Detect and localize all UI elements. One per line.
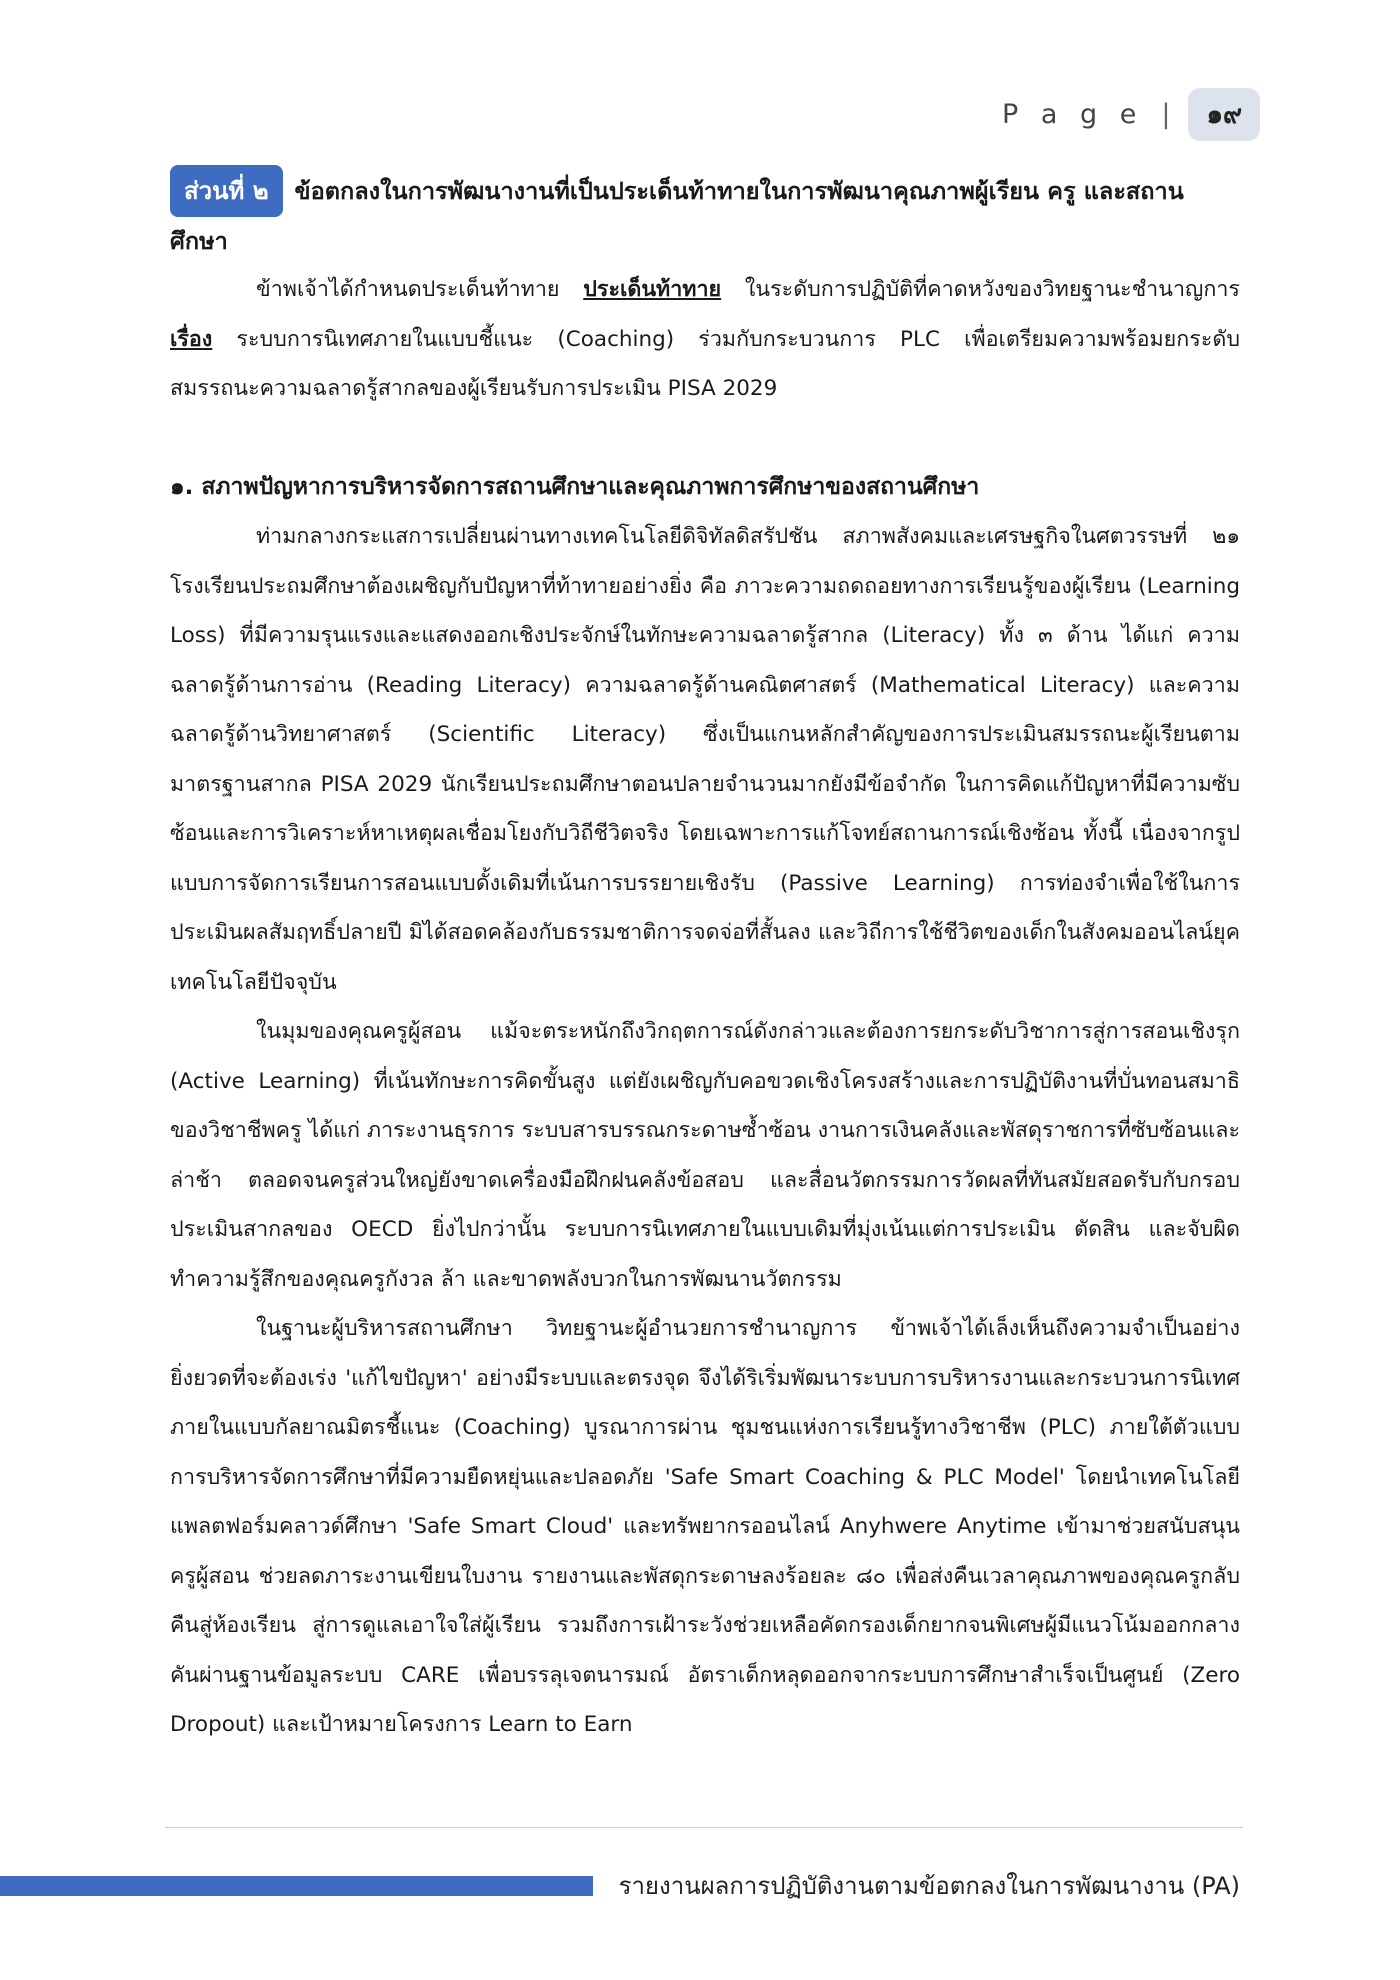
heading-problem-state: ๑. สภาพปัญหาการบริหารจัดการสถานศึกษาและคุณภาพการศึกษาของสถานศึกษา	[170, 473, 980, 500]
challenge-underlined: ประเด็นท้าทาย	[583, 277, 722, 302]
footer-divider	[165, 1827, 1243, 1828]
section-badge: ส่วนที่ ๒	[170, 165, 283, 217]
intro-text-1: ข้าพเจ้าได้กำหนดประเด็นท้าทาย	[256, 277, 584, 302]
topic-underlined: เรื่อง	[170, 326, 213, 352]
paragraph-2: ในมุมของคุณครูผู้สอน แม้จะตระหนักถึงวิกฤตการณ์ดังกล่าวและต้องการยกระดับวิชาการสู่การสอนเชิงรุก (Active Learning) ที่เน้นทักษะการคิดขั้นสูง แต่ยังเผชิญกับคอขวดเชิงโครงสร้างและการปฏิบัติงานที่บั่นทอนสมาธิของวิชาชีพครู ได้แก่ ภาระงานธุรการ ระบบสารบรรณกระดาษซ้ำซ้อน งานการเงินคลังและพัสดุราชการที่ซับซ้อนและล่าช้า ตลอดจนครูส่วนใหญ่ยังขาดเครื่องมือฝึกฝนคลังข้อสอบ และสื่อนวัตกรรมการวัดผลที่ทันสมัยสอดรับกับกรอบประเมินสากลของ OECD ยิ่งไปกว่านั้น ระบบการนิเทศภายในแบบเดิมที่มุ่งเน้นแต่การประเมิน ตัดสิน และจับผิด ทำความรู้สึกของคุณครูกังวล ล้า และขาดพลังบวกในการพัฒนานวัตกรรม	[170, 1019, 1240, 1292]
page-label: P a g e	[1002, 99, 1144, 130]
paragraph-3: ในฐานะผู้บริหารสถานศึกษา วิทยฐานะผู้อำนวยการชำนาญการ ข้าพเจ้าได้เล็งเห็นถึงความจำเป็นอย่างยิ่งยวดที่จะต้องเร่ง 'แก้ไขปัญหา' อย่างมีระบบและตรงจุด จึงได้ริเริ่มพัฒนาระบบการบริหารงานและกระบวนการนิเทศภายในแบบกัลยาณมิตรชี้แนะ (Coaching) บูรณาการผ่าน ชุมชนแห่งการเรียนรู้ทางวิชาชีพ (PLC) ภายใต้ตัวแบบการบริหารจัดการศึกษาที่มีความยืดหยุ่นและปลอดภัย 'Safe Smart Coaching & PLC Model' โดยนำเทคโนโลยีแพลตฟอร์มคลาวด์ศึกษา 'Safe Smart Cloud' และทรัพยากรออนไลน์ Anyhwere Anytime เข้ามาช่วยสนับสนุนครูผู้สอน ช่วยลดภาระงานเขียนใบงาน รายงานและพัสดุกระดาษลงร้อยละ ๘๐ เพื่อส่งคืนเวลาคุณภาพของคุณครูกลับคืนสู่ห้องเรียน สู่การดูแลเอาใจใส่ผู้เรียน รวมถึงการเฝ้าระวังช่วยเหลือคัดกรองเด็กยากจนพิเศษผู้มีแนวโน้มออกกลางคันผ่านฐานข้อมูลระบบ CARE เพื่อบรรลุเจตนารมณ์ อัตราเด็กหลุดออกจากระบบการศึกษาสำเร็จเป็นศูนย์ (Zero Dropout) และเป้าหมายโครงการ Learn to Earn	[170, 1316, 1240, 1737]
section-title-text: ข้อตกลงในการพัฒนางานที่เป็นประเด็นท้าทายในการพัฒนาคุณภาพผู้เรียน ครู และสถานศึกษา	[170, 177, 1184, 255]
footer-title: รายงานผลการปฏิบัติงานตามข้อตกลงในการพัฒนางาน (PA)	[618, 1872, 1240, 1900]
page-separator: |	[1161, 99, 1171, 130]
page-number-badge: ๑๙	[1188, 88, 1260, 141]
intro-text-3: ระบบการนิเทศภายในแบบชี้แนะ (Coaching) ร่วมกับกระบวนการ PLC เพื่อเตรียมความพร้อมยกระดับสมรรถนะความฉลาดรู้สากลของผู้เรียนรับการประเมิน PISA 2029	[170, 326, 1240, 401]
paragraph-1: ท่ามกลางกระแสการเปลี่ยนผ่านทางเทคโนโลยีดิจิทัลดิสรัปชัน สภาพสังคมและเศรษฐกิจในศตวรรษที่ ๒๑ โรงเรียนประถมศึกษาต้องเผชิญกับปัญหาที่ท้าทายอย่างยิ่ง คือ ภาวะความถดถอยทางการเรียนรู้ของผู้เรียน (Learning Loss) ที่มีความรุนแรงและแสดงออกเชิงประจักษ์ในทักษะความฉลาดรู้สากล (Literacy) ทั้ง ๓ ด้าน ได้แก่ ความฉลาดรู้ด้านการอ่าน (Reading Literacy) ความฉลาดรู้ด้านคณิตศาสตร์ (Mathematical Literacy) และความฉลาดรู้ด้านวิทยาศาสตร์ (Scientific Literacy) ซึ่งเป็นแกนหลักสำคัญของการประเมินสมรรถนะผู้เรียนตามมาตรฐานสากล PISA 2029 นักเรียนประถมศึกษาตอนปลายจำนวนมากยังมีข้อจำกัด ในการคิดแก้ปัญหาที่มีความซับซ้อนและการวิเคราะห์หาเหตุผลเชื่อมโยงกับวิถีชีวิตจริง โดยเฉพาะการแก้โจทย์สถานการณ์เชิงซ้อน ทั้งนี้ เนื่องจากรูปแบบการจัดการเรียนการสอนแบบดั้งเดิมที่เน้นการบรรยายเชิงรับ (Passive Learning) การท่องจำเพื่อใช้ในการประเมินผลสัมฤทธิ์ปลายปี มิได้สอดคล้องกับธรรมชาติการจดจ่อที่สั้นลง และวิถีการใช้ชีวิตของเด็กในสังคมออนไลน์ยุคเทคโนโลยีปัจจุบัน	[170, 524, 1240, 995]
footer-accent-bar	[0, 1876, 593, 1896]
intro-text-2: ในระดับการปฏิบัติที่คาดหวังของวิทยฐานะชำนาญการ	[721, 277, 1240, 302]
section-title	[170, 165, 1240, 265]
page-header	[1002, 88, 1260, 141]
document-body	[170, 165, 1240, 1750]
intro-paragraph	[170, 265, 1240, 414]
